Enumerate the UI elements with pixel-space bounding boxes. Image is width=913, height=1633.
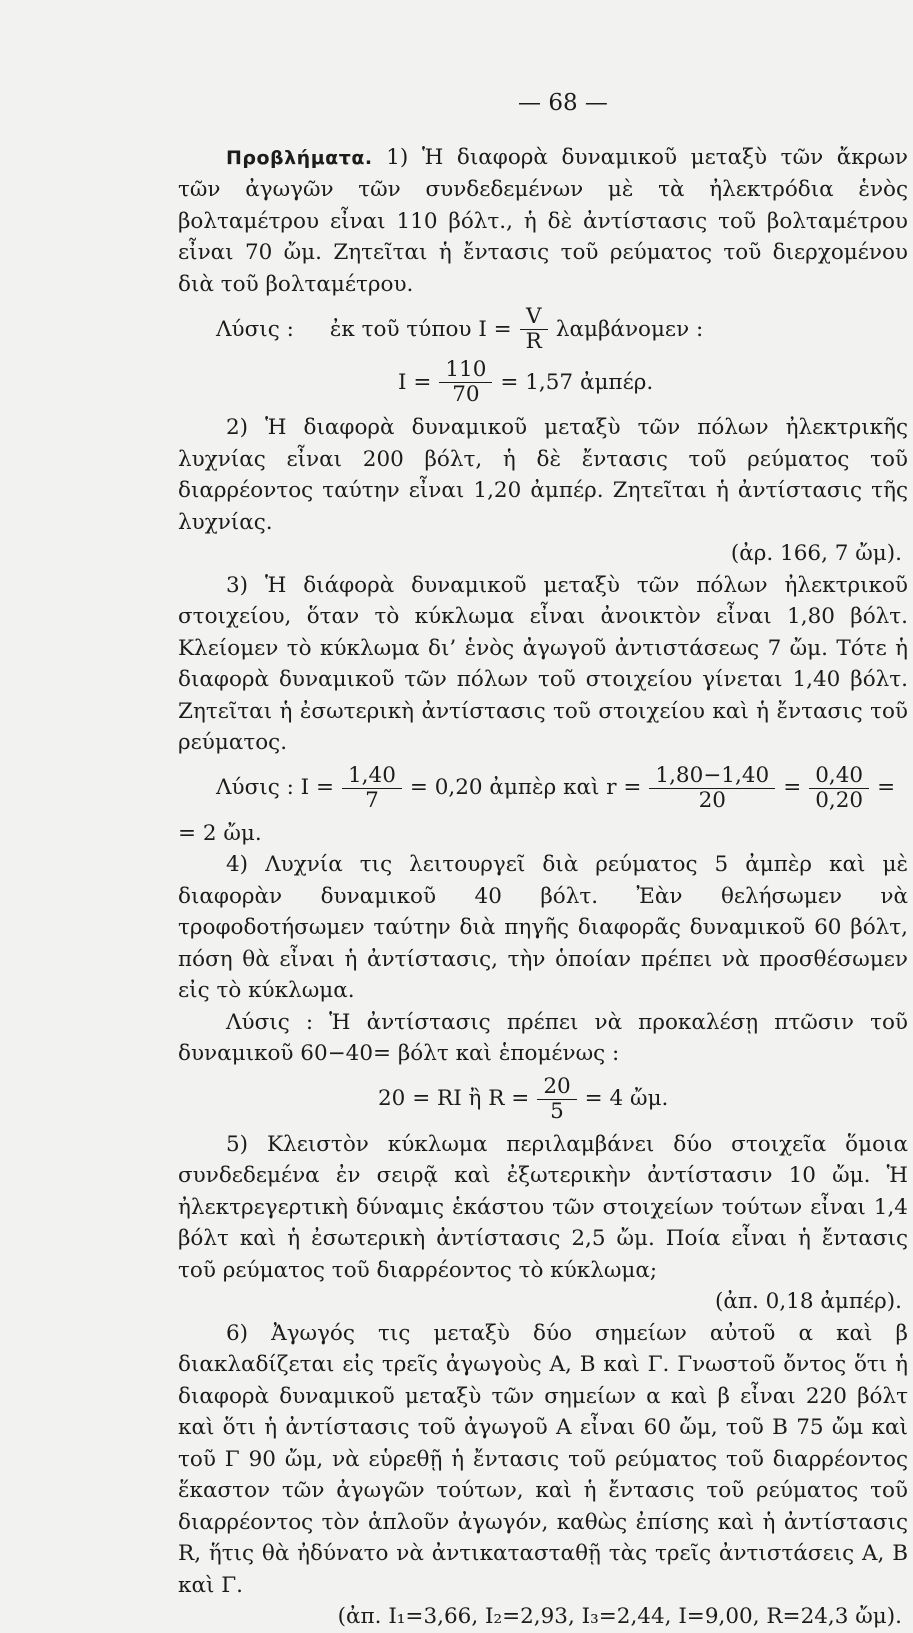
page-content <box>178 88 908 1633</box>
fraction-denominator: 5 <box>550 1098 564 1124</box>
fraction-numerator: 0,40 <box>809 765 869 789</box>
fraction-denominator: 7 <box>365 787 379 813</box>
fraction-040-over-020 <box>809 762 869 813</box>
solution-3-label: Λύσις : I = <box>216 775 334 801</box>
equals-sign: = <box>783 775 802 801</box>
fraction-numerator: 1,80−1,40 <box>649 765 775 789</box>
fraction-denominator: R <box>525 329 542 354</box>
equation-rhs: = 1,57 ἀμπέρ. <box>500 369 654 395</box>
solution-1-after: λαμβάνομεν : <box>555 316 704 342</box>
solution-3-mid: = 0,20 ἀμπὲρ καὶ r = <box>409 775 642 801</box>
problem-2: 2) Ἡ διαφορὰ δυναμικοῦ μεταξὺ τῶν πόλων ἠλεκτρικῆς λυχνίας εἶναι 200 βόλτ, ἡ δὲ ἔντασις τοῦ ρεύματος τοῦ διαρρέοντος ταύτην εἶναι 1,20 ἀμπέρ. Ζητεῖται ἡ ἀντίστασις τῆς λυχνίας. <box>178 415 908 535</box>
fraction-20-over-5 <box>537 1073 576 1124</box>
fraction-110-over-70 <box>439 359 492 406</box>
equation-lhs: I = <box>398 369 432 395</box>
section-heading: Προβλήματα. <box>226 146 373 169</box>
problem-2-answer: (ἀρ. 166, 7 ὤμ). <box>730 541 902 566</box>
fraction-denominator: 0,20 <box>815 787 864 813</box>
problem-3: 3) Ἡ διάφορὰ δυναμικοῦ μεταξὺ τῶν πόλων ἠλεκτρικοῦ στοιχείου, ὅταν τὸ κύκλωμα εἶναι ἀνοικτὸν εἶναι 1,80 βόλτ. Κλείομεν τὸ κύκλωμα δι’ ἑνὸς ἀγωγοῦ ἀντιστάσεως 7 ὤμ. Τότε ἡ διαφορὰ δυναμικοῦ τῶν πόλων τοῦ στοιχείου γίνεται 1,40 βόλτ. Ζητεῖται ἡ ἐσωτερικὴ ἀντίστασις τοῦ στοιχείου καὶ ἡ ἔντασις τοῦ ρεύματος. <box>178 572 908 755</box>
solution-4-text: Λύσις : Ἡ ἀντίστασις πρέπει νὰ προκαλέσῃ πτῶσιν τοῦ δυναμικοῦ 60−40= βόλτ καὶ ἑπομένως : <box>178 1009 908 1066</box>
fraction-denominator: 20 <box>698 787 726 813</box>
fraction-v-over-r <box>520 306 548 353</box>
fraction-numerator: 110 <box>439 359 492 383</box>
problem-6-answer: (ἀπ. I₁=3,66, I₂=2,93, I₃=2,44, I=9,00, R=24,3 ὤμ). <box>337 1604 902 1629</box>
solution-4-formula <box>178 1073 908 1124</box>
problem-5-answer: (ἀπ. 0,18 ἀμπέρ). <box>714 1289 902 1314</box>
problem-1 <box>178 142 908 301</box>
solution-3-formula <box>178 762 908 813</box>
fraction-140-over-7 <box>342 762 402 813</box>
solution-1-result <box>178 359 908 406</box>
fraction-numerator: 1,40 <box>342 765 402 789</box>
page-number: — 68 — <box>518 90 608 116</box>
solution-1-formula <box>178 306 908 353</box>
problem-5: 5) Κλειστὸν κύκλωμα περιλαμβάνει δύο στοιχεῖα ὅμοια συνδεδεμένα ἐν σειρᾷ καὶ ἐξωτερικὴν ἀντίστασιν 10 ὤμ. Ἡ ἠλεκτρεγερτικὴ δύναμις ἑκάστου τῶν στοιχείων τούτων εἶναι 1,4 βόλτ καὶ ἡ ἐσωτερικὴ ἀντίστασις 2,5 ὤμ. Ποία εἶναι ἡ ἔντασις τοῦ ρεύματος τοῦ διαρρέοντος τὸ κύκλωμα; <box>178 1131 908 1283</box>
solution-1-text: ἐκ τοῦ τύπου I = <box>329 316 512 342</box>
problem-1-text: 1) Ἡ διαφορὰ δυναμικοῦ μεταξὺ τῶν ἄκρων τῶν ἀγωγῶν τῶν συνδεδεμένων μὲ τὰ ἠλεκτρόδια ἑνὸς βολταμέτρου εἶναι 110 βόλτ., ἡ δὲ ἀντίστασις τοῦ βολταμέτρου εἶναι 70 ὤμ. Ζητεῖται ἡ ἔντασις τοῦ ρεύματος τοῦ διερχομένου διὰ τοῦ βολταμέτρου. <box>178 144 908 297</box>
problem-4: 4) Λυχνία τις λειτουργεῖ διὰ ρεύματος 5 ἀμπὲρ καὶ μὲ διαφορὰν δυναμικοῦ 40 βόλτ. Ἐὰν θελήσωμεν νὰ τροφοδοτήσωμεν ταύτην διὰ πηγῆς διαφορᾶς δυναμικοῦ 60 βόλτ, πόση θὰ εἶναι ἡ ἀντίστασις, τὴν ὁποίαν πρέπει νὰ προσθέσωμεν εἰς τὸ κύκλωμα. <box>178 852 908 1003</box>
equation-rhs: = 4 ὤμ. <box>584 1086 669 1112</box>
problem-6: 6) Ἀγωγός τις μεταξὺ δύο σημείων αὐτοῦ α καὶ β διακλαδίζεται εἰς τρεῖς ἀγωγοὺς Α, Β καὶ Γ. Γνωστοῦ ὄντος ὅτι ἡ διαφορὰ δυναμικοῦ μεταξὺ τῶν σημείων α καὶ β εἶναι 220 βόλτ καὶ ὅτι ἡ ἀντίστασις τοῦ ἀγωγοῦ Α εἶναι 60 ὤμ, τοῦ Β 75 ὤμ καὶ τοῦ Γ 90 ὤμ, νὰ εὑρεθῇ ἡ ἔντασις τοῦ ρεύματος τοῦ διαρρέοντος ἕκαστον τῶν ἀγωγῶν τούτων, καὶ ἡ ἔντασις τοῦ ρεύματος τοῦ διαρρέοντος τὸν ἁπλοῦν ἀγωγόν, καθὼς ἐπίσης καὶ ἡ ἀντίστασις R, ἥτις θὰ ἠδύνατο νὰ ἀντικατασταθῇ τὰς τρεῖς ἀντιστάσεις Α, Β καὶ Γ. <box>178 1320 908 1598</box>
fraction-numerator: 20 <box>537 1076 576 1100</box>
fraction-numerator: V <box>520 306 548 330</box>
fraction-voltage-drop <box>649 762 775 813</box>
equation-lhs: 20 = RI ἢ R = <box>378 1086 530 1112</box>
solution-3-result: = 2 ὤμ. <box>178 820 262 846</box>
solution-1-label: Λύσις : <box>216 316 294 342</box>
fraction-denominator: 70 <box>452 382 480 407</box>
equals-sign: = <box>877 775 896 801</box>
